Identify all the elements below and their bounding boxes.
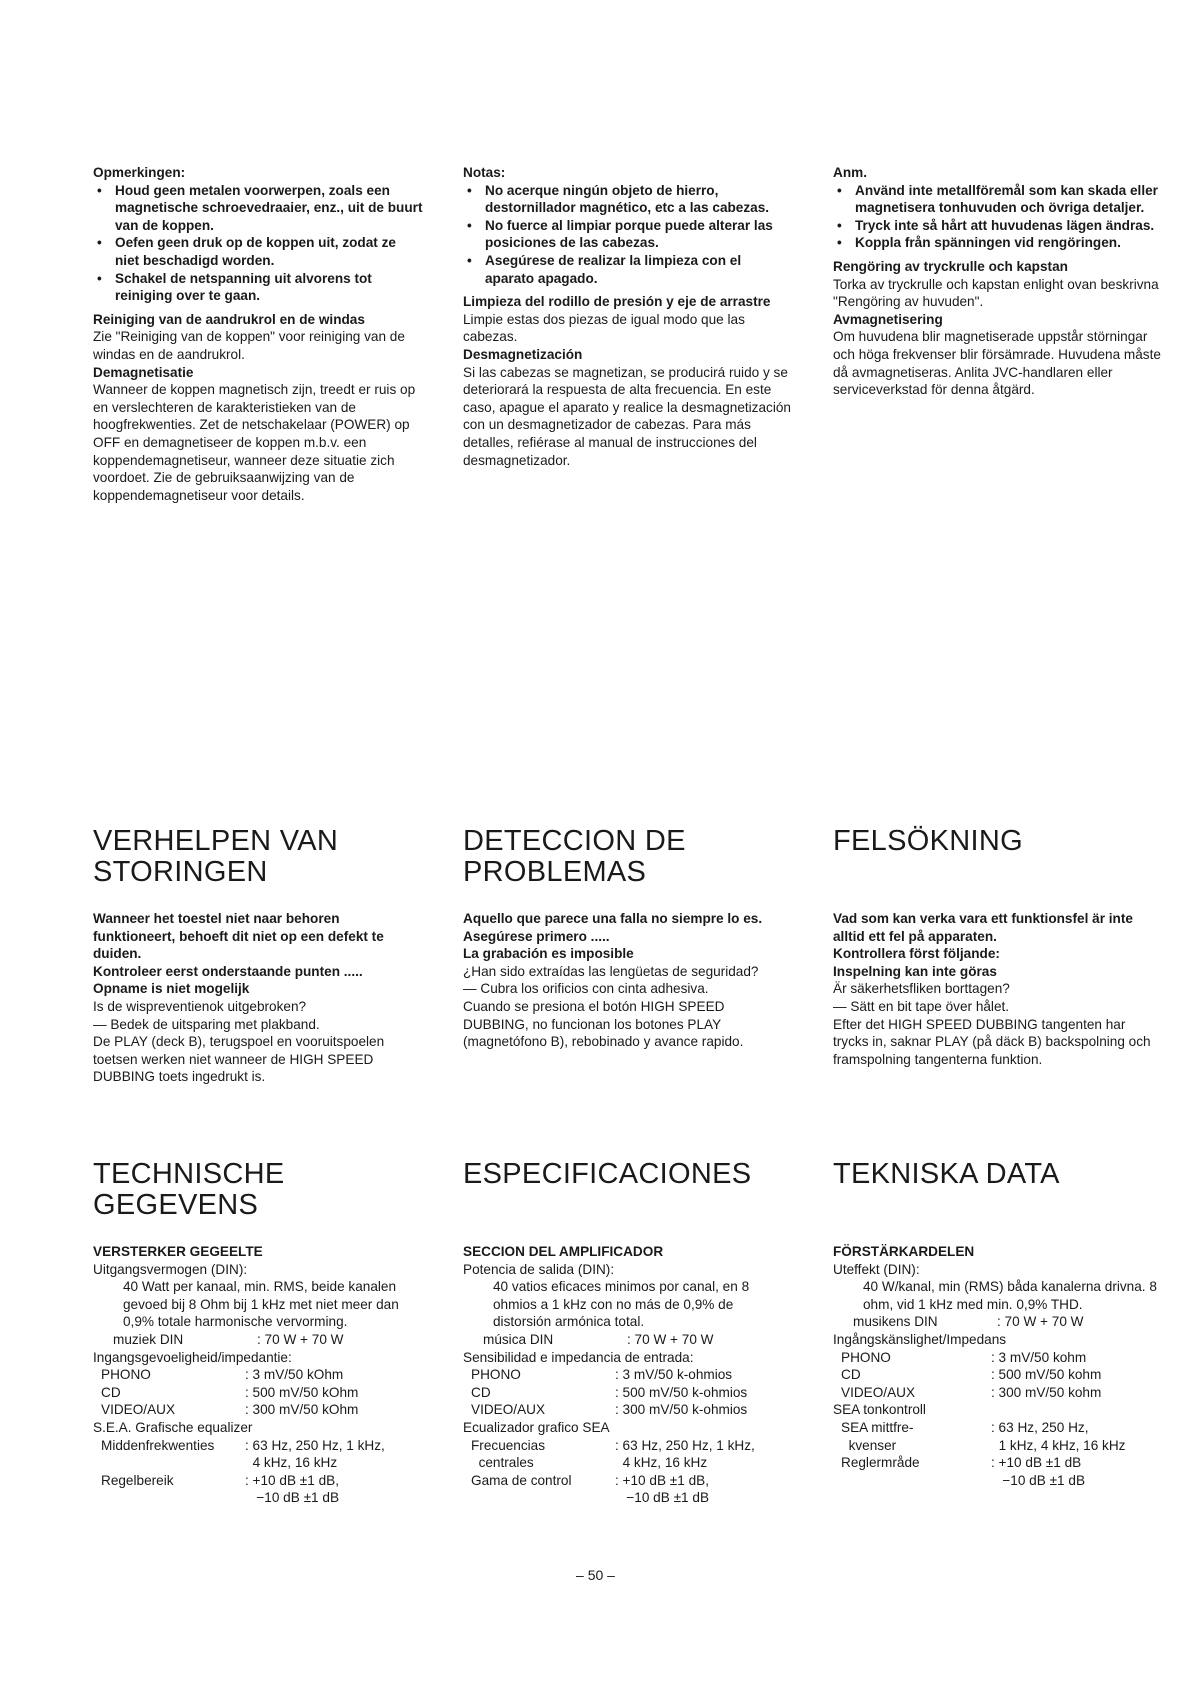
spec-value: : 70 W + 70 W — [997, 1314, 1084, 1330]
spec-key — [841, 1419, 991, 1454]
input-label: Ingangsgevoeligheid/impedantie: — [93, 1349, 292, 1365]
nl-cleaning-text: Zie "Reiniging van de koppen" voor reiniging van de windas en de aandrukrol. — [93, 329, 405, 362]
title-line: DETECCION DE — [463, 825, 686, 857]
sv-cleaning-heading: Rengöring av tryckrulle och kapstan — [833, 258, 1068, 274]
title-line: STORINGEN — [93, 856, 268, 888]
spec-section-heading: SECCION DEL AMPLIFICADOR — [463, 1244, 664, 1259]
sv-cleaning-text: Torka av tryckrulle och kapstan enlight ovan beskrivna "Rengöring av huvuden". — [833, 276, 1159, 310]
nl-spec-title — [93, 1159, 423, 1221]
output-label: Uteffekt (DIN): — [833, 1261, 920, 1277]
spec-value — [245, 1472, 423, 1507]
title-line: VERHELPEN VAN — [93, 825, 339, 857]
spec-key: VIDEO/AUX — [471, 1402, 546, 1418]
sv-troubleshooting — [833, 826, 1163, 1068]
spec-value-line: : +10 dB ±1 dB, — [615, 1472, 709, 1488]
spec-value: : 500 mV/50 kohm — [991, 1367, 1102, 1383]
spec-row — [833, 1419, 1163, 1454]
spec-value-line: : +10 dB ±1 dB, — [245, 1472, 339, 1488]
spec-value: : 3 mV/50 kOhm — [245, 1367, 344, 1383]
check-first-bold: Kontroleer eerst onderstaande punten ..... — [93, 963, 363, 979]
spec-key: PHONO — [471, 1367, 521, 1383]
sv-specifications — [833, 1159, 1163, 1489]
spec-row — [463, 1401, 793, 1419]
nl-troubleshooting-body — [93, 910, 423, 1086]
spec-key-line: SEA mittfre- — [841, 1419, 914, 1435]
spec-row — [463, 1384, 793, 1402]
sv-spec-body — [833, 1243, 1163, 1489]
spec-key: CD — [841, 1367, 861, 1383]
spec-value: : 300 mV/50 kohm — [991, 1384, 1102, 1400]
nl-specifications — [93, 1159, 423, 1507]
spec-value-line: : 63 Hz, 250 Hz, 1 kHz, — [245, 1437, 385, 1453]
output-text: 40 vatios eficaces minimos por canal, en 8 ohmios a 1 kHz con no más de 0,9% de distorsión armónica total. — [493, 1279, 750, 1330]
spec-row — [833, 1349, 1163, 1367]
spec-value-line: : 63 Hz, 250 Hz, 1 kHz, — [615, 1437, 755, 1453]
sv-notes-column — [833, 164, 1163, 399]
spec-key — [471, 1437, 615, 1472]
spec-row — [833, 1313, 1163, 1331]
page-number: – 50 – — [576, 1567, 615, 1583]
intro-bold: Vad som kan verka vara ett funktionsfel är inte alltid ett fel på apparaten. — [833, 911, 1133, 944]
symptom-note: Cuando se presiona el botón HIGH SPEED DUBBING, no funcionan los botones PLAY (magnetófono B), rebobinado y avance rapido. — [463, 998, 744, 1050]
spec-value-line: 4 kHz, 16 kHz — [622, 1455, 708, 1471]
spec-key: música DIN — [483, 1331, 554, 1347]
spec-section-heading: VERSTERKER GEGEELTE — [93, 1244, 263, 1259]
nl-notes-column — [93, 164, 423, 504]
spec-key: PHONO — [841, 1349, 891, 1365]
sv-note-item: • Koppla från spänningen vid rengöringen. — [833, 234, 1163, 252]
sv-demag-text: Om huvudena blir magnetiserade uppstår störningar och höga frekvenser blir försämrade. Huvudena måste då avmagnetiseras. Anlita JVC-handlaren eller serviceverkstad för denna åtgärd. — [833, 329, 1161, 398]
symptom-heading: Inspelning kan inte göras — [833, 963, 997, 979]
es-note-item: • No acerque ningún objeto de hierro, destornillador magnético, etc a las cabezas. — [463, 182, 793, 217]
spec-value-line: 4 kHz, 16 kHz — [252, 1455, 338, 1471]
es-cleaning-heading: Limpieza del rodillo de presión y eje de arrastre — [463, 294, 771, 310]
sv-notes-list — [833, 182, 1163, 252]
spec-key-line: Frecuencias — [471, 1437, 546, 1453]
es-demag-heading: Desmagnetización — [463, 346, 583, 362]
spec-row — [93, 1401, 423, 1419]
spec-row — [833, 1366, 1163, 1384]
output-label: Potencia de salida (DIN): — [463, 1261, 615, 1277]
symptom-note: Efter det HIGH SPEED DUBBING tangenten har trycks in, saknar PLAY (på däck B) backspolning och framspolning tangenterna funktion. — [833, 1016, 1151, 1067]
symptom-heading: La grabación es imposible — [463, 946, 634, 962]
sv-notes-heading: Anm. — [833, 165, 867, 180]
title-line: TECHNISCHE — [93, 1158, 285, 1190]
es-troubleshooting-title — [463, 826, 793, 888]
symptom-question: Is de wispreventienok uitgebroken? — [93, 998, 307, 1014]
spec-row — [463, 1472, 793, 1507]
symptom-remedy: — Sätt en bit tape över hålet. — [833, 998, 1010, 1014]
spec-value: : 300 mV/50 kOhm — [245, 1402, 359, 1418]
check-first-bold: Kontrollera först följande: — [833, 946, 1000, 962]
es-troubleshooting-body — [463, 910, 793, 1051]
spec-value-line: −10 dB ±1 dB — [256, 1490, 340, 1506]
spec-row — [93, 1384, 423, 1402]
output-text: 40 Watt per kanaal, min. RMS, beide kanalen gevoed bij 8 Ohm bij 1 kHz met niet meer dan 0,9% totale harmonische vervorming. — [123, 1279, 399, 1330]
spec-row — [93, 1437, 423, 1472]
spec-value: : 70 W + 70 W — [627, 1331, 714, 1347]
sv-demag-heading: Avmagnetisering — [833, 311, 943, 327]
es-cleaning-text: Limpie estas dos piezas de igual modo que las cabezas. — [463, 311, 745, 345]
sv-troubleshooting-title — [833, 826, 1163, 888]
spec-value-line: 1 kHz, 4 kHz, 16 kHz — [998, 1437, 1126, 1453]
eq-label: S.E.A. Grafische equalizer — [93, 1419, 253, 1435]
symptom-note: De PLAY (deck B), terugspoel en vooruitspoelen toetsen werken niet wanneer de HIGH SPEED DUBBING toets ingedrukt is. — [93, 1034, 385, 1085]
symptom-remedy: — Cubra los orificios con cinta adhesiva. — [463, 981, 709, 997]
spec-value-line: : +10 dB ±1 dB — [991, 1455, 1082, 1471]
nl-notes-heading: Opmerkingen: — [93, 165, 186, 180]
spec-value: : 500 mV/50 k-ohmios — [615, 1384, 748, 1400]
output-label: Uitgangsvermogen (DIN): — [93, 1261, 248, 1277]
spec-row — [93, 1331, 423, 1349]
sv-note-item: • Tryck inte så hårt att huvudenas lägen ändras. — [833, 217, 1163, 235]
input-label: Sensibilidad e impedancia de entrada: — [463, 1349, 694, 1365]
nl-demag-text: Wanneer de koppen magnetisch zijn, treedt er ruis op en verslechteren de karakteristieken van de hoogfrekwenties. Zet de netschakelaar (POWER) op OFF en demagnetiseer de koppen m.b.v. een koppendemagnetiseur, wanneer deze situatie zich voordoet. Zie de gebruiksaanwijzing van de koppendemagnetiseur voor details. — [93, 382, 416, 503]
es-spec-body — [463, 1243, 793, 1507]
spec-key: Gama de control — [471, 1472, 572, 1488]
eq-label: Ecualizador grafico SEA — [463, 1419, 610, 1435]
spec-value-line: : 63 Hz, 250 Hz, — [991, 1419, 1089, 1435]
es-notes-heading: Notas: — [463, 165, 506, 180]
spec-key: musikens DIN — [853, 1314, 938, 1330]
intro-bold: Aquello que parece una falla no siempre lo es. — [463, 911, 763, 926]
spec-value: : 500 mV/50 kOhm — [245, 1384, 359, 1400]
spec-value: : 70 W + 70 W — [257, 1331, 344, 1347]
spec-key-line: centrales — [478, 1455, 534, 1471]
spec-key: Reglermråde — [841, 1455, 920, 1471]
spec-value: : 300 mV/50 k-ohmios — [615, 1402, 748, 1418]
nl-troubleshooting-title — [93, 826, 423, 888]
spec-row — [463, 1437, 793, 1472]
title-line: ESPECIFICACIONES — [463, 1158, 752, 1190]
symptom-heading: Opname is niet mogelijk — [93, 981, 250, 997]
title-line: PROBLEMAS — [463, 856, 647, 888]
spec-value-line: −10 dB ±1 dB — [1002, 1472, 1086, 1488]
spec-key: Middenfrekwenties — [101, 1437, 215, 1453]
spec-row — [833, 1384, 1163, 1402]
spec-key-line: kvenser — [848, 1437, 897, 1453]
spec-key: CD — [471, 1384, 491, 1400]
eq-label: SEA tonkontroll — [833, 1402, 926, 1418]
symptom-remedy: — Bedek de uitsparing met plakband. — [93, 1016, 320, 1032]
check-first-bold: Asegúrese primero ..... — [463, 928, 610, 944]
es-specifications — [463, 1159, 793, 1507]
spec-value: : 3 mV/50 k-ohmios — [615, 1367, 733, 1383]
nl-demag-heading: Demagnetisatie — [93, 364, 194, 380]
spec-value — [615, 1472, 793, 1507]
spec-value — [245, 1437, 423, 1472]
es-troubleshooting — [463, 826, 793, 1051]
spec-row — [463, 1331, 793, 1349]
title-line: TEKNISKA DATA — [833, 1158, 1060, 1190]
es-demag-text: Si las cabezas se magnetizan, se producirá ruido y se deteriorará la respuesta de alta frecuencia. En este caso, apague el aparato y realice la desmagnetización con un desmagnetizador de cabezas. Para más detalles, refiérase al manual de instrucciones del desmagnetizador. — [463, 364, 791, 468]
nl-note-item: • Oefen geen druk op de koppen uit, zodat ze niet beschadigd worden. — [93, 234, 423, 269]
es-notes-list — [463, 182, 793, 288]
title-line: GEGEVENS — [93, 1189, 259, 1221]
es-note-item: • Asegúrese de realizar la limpieza con el aparato apagado. — [463, 252, 793, 287]
spec-key: VIDEO/AUX — [841, 1384, 916, 1400]
spec-section-heading: FÖRSTÄRKARDELEN — [833, 1244, 975, 1259]
spec-key: CD — [101, 1384, 121, 1400]
symptom-question: Är säkerhetsfliken borttagen? — [833, 981, 1010, 997]
intro-bold: Wanneer het toestel niet naar behoren funktioneert, behoeft dit niet op een defekt te duiden. — [93, 911, 384, 962]
title-line: FELSÖKNING — [833, 825, 1023, 857]
spec-row — [93, 1366, 423, 1384]
nl-notes-list — [93, 182, 423, 305]
sv-note-item: • Använd inte metallföremål som kan skada eller magnetisera tonhuvuden och övriga detaljer. — [833, 182, 1163, 217]
spec-value-line: −10 dB ±1 dB — [626, 1490, 710, 1506]
sv-troubleshooting-body — [833, 910, 1163, 1068]
symptom-question: ¿Han sido extraídas las lengüetas de seguridad? — [463, 963, 759, 979]
nl-note-item: • Houd geen metalen voorwerpen, zoals een magnetische schroevedraaier, enz., uit de buurt van de koppen. — [93, 182, 423, 235]
nl-note-item: • Schakel de netspanning uit alvorens tot reiniging over te gaan. — [93, 270, 423, 305]
es-spec-title — [463, 1159, 793, 1221]
es-note-item: • No fuerce al limpiar porque puede alterar las posiciones de las cabezas. — [463, 217, 793, 252]
nl-spec-body — [93, 1243, 423, 1507]
spec-row — [833, 1454, 1163, 1489]
nl-cleaning-heading: Reiniging van de aandrukrol en de windas — [93, 311, 365, 327]
spec-row — [93, 1472, 423, 1507]
spec-key: Regelbereik — [101, 1472, 174, 1488]
nl-troubleshooting — [93, 826, 423, 1086]
spec-key: muziek DIN — [113, 1331, 184, 1347]
es-notes-column — [463, 164, 793, 469]
spec-key: PHONO — [101, 1367, 151, 1383]
spec-value — [615, 1437, 793, 1472]
spec-value — [991, 1454, 1163, 1489]
sv-spec-title — [833, 1159, 1163, 1221]
spec-value: : 3 mV/50 kohm — [991, 1349, 1087, 1365]
spec-key: VIDEO/AUX — [101, 1402, 176, 1418]
input-label: Ingångskänslighet/Impedans — [833, 1331, 1007, 1347]
spec-row — [463, 1366, 793, 1384]
output-text: 40 W/kanal, min (RMS) båda kanalerna drivna. 8 ohm, vid 1 kHz med min. 0,9% THD. — [863, 1279, 1157, 1312]
spec-value — [991, 1419, 1163, 1454]
